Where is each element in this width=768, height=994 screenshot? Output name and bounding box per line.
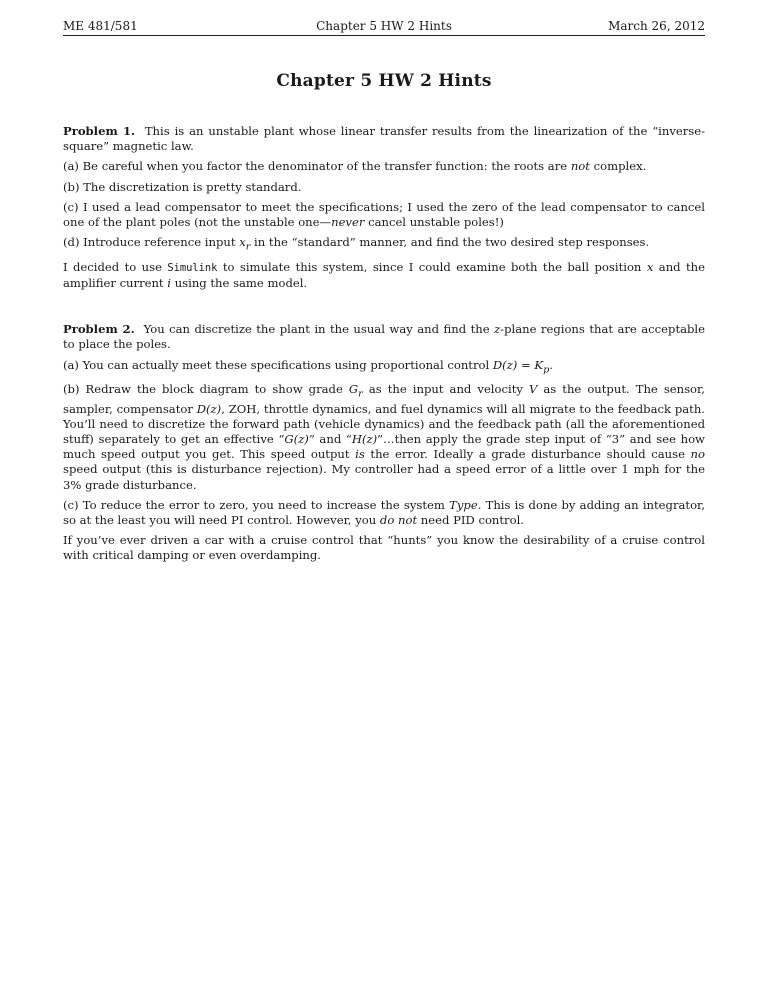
code-text: Simulink	[167, 261, 218, 274]
text: .	[549, 357, 553, 372]
problem1-part-b: (b) The discretization is pretty standard.	[63, 179, 302, 194]
problem2-part-a	[63, 358, 705, 378]
text: (c) I used a lead compensator to meet the specifications; I used the zero of the lead compensator to cancel one of the plant poles (not the unstable one—	[63, 199, 705, 230]
math-var: x	[646, 259, 654, 274]
text: as the input and velocity	[362, 382, 529, 397]
text: -plane regions that are acceptable to place the poles.	[63, 322, 706, 352]
text: as the output. The sensor, sampler, compensator	[63, 382, 705, 416]
text: (c) To reduce the error to zero, you need to increase the system	[63, 497, 450, 512]
text: and the amplifier current	[63, 259, 705, 290]
problem2-intro	[63, 322, 705, 352]
text: (a) Be careful when you factor the denominator of the transfer function: the roots are	[63, 159, 571, 174]
math-expr: D(z)	[196, 401, 222, 416]
text: need PID control.	[417, 513, 524, 527]
math-var: z	[494, 322, 501, 337]
math-var: V	[528, 382, 538, 397]
document-body	[63, 124, 705, 569]
problem1-label: Problem 1.	[63, 124, 136, 138]
math-sub: r	[358, 388, 363, 400]
math-expr: D(z) = K	[492, 357, 544, 372]
text: (b) Redraw the block diagram to show grade	[63, 382, 349, 397]
math-var: G	[348, 382, 359, 397]
problem2-closing: If you’ve ever driven a car with a cruise control that “hunts” you know the desirability of a cruise control with critical damping or even overdamping.	[63, 533, 705, 563]
math-var: x	[239, 235, 246, 250]
problem1-part-d	[63, 235, 705, 255]
problem1-note	[63, 260, 705, 291]
emphasis: is	[355, 447, 365, 462]
text: speed output (this is disturbance rejection). My controller had a speed error of a little over 1 mph for the 3% grade disturbance.	[63, 462, 705, 492]
math-expr: H(z)	[351, 431, 378, 446]
document-title: Chapter 5 HW 2 Hints	[276, 71, 492, 91]
header-rule	[63, 35, 705, 36]
emphasis: Type	[449, 497, 478, 512]
problem1-part-c	[63, 200, 705, 230]
text: I decided to use	[63, 259, 168, 274]
problem2-label: Problem 2.	[63, 322, 135, 337]
text: in the “standard” manner, and find the two desired step responses.	[250, 235, 650, 250]
emphasis: no	[690, 447, 705, 462]
text: complex.	[589, 159, 647, 174]
problem1-part-a	[63, 159, 705, 174]
math-var: i	[167, 275, 172, 290]
text: You can discretize the plant in the usual way and find the	[143, 322, 495, 337]
emphasis: not	[570, 159, 590, 174]
math-expr: G(z)	[284, 431, 309, 446]
problem1-intro	[63, 124, 705, 154]
text: . This is done by adding an integrator, so at the least you will need PI control. However, you	[63, 497, 706, 527]
text: (a) You can actually meet these specifications using proportional control	[63, 357, 493, 372]
text: using the same model.	[171, 275, 308, 290]
emphasis: never	[331, 215, 365, 230]
header-title: Chapter 5 HW 2 Hints	[316, 19, 452, 33]
text: ”…then apply the grade step input of “3” and see how much speed output you get. This speed output	[63, 431, 705, 462]
text: , ZOH, throttle dynamics, and fuel dynamics will all migrate to the feedback path. You’ll need to discretize the forward path (vehicle dynamics) and the feedback path (all the aforementioned stuff) separately to get an effective “	[63, 401, 705, 446]
problem1-intro-text: This is an unstable plant whose linear transfer results from the linearization of the “inverse-square” magnetic law.	[63, 124, 705, 154]
text: cancel unstable poles!)	[364, 215, 504, 230]
text: the error. Ideally a grade disturbance should cause	[364, 447, 691, 462]
problem2-part-b	[63, 382, 705, 493]
problem2-part-c	[63, 498, 705, 528]
header-course: ME 481/581	[63, 19, 138, 33]
text: to simulate this system, since I could examine both the ball position	[217, 259, 647, 274]
text: (d) Introduce reference input	[63, 235, 240, 250]
math-sub: r	[245, 241, 251, 253]
header-date: March 26, 2012	[608, 19, 705, 33]
section-gap	[63, 296, 705, 322]
math-sub: p	[543, 363, 550, 375]
text: ” and “	[308, 431, 352, 446]
emphasis: do not	[379, 513, 418, 527]
